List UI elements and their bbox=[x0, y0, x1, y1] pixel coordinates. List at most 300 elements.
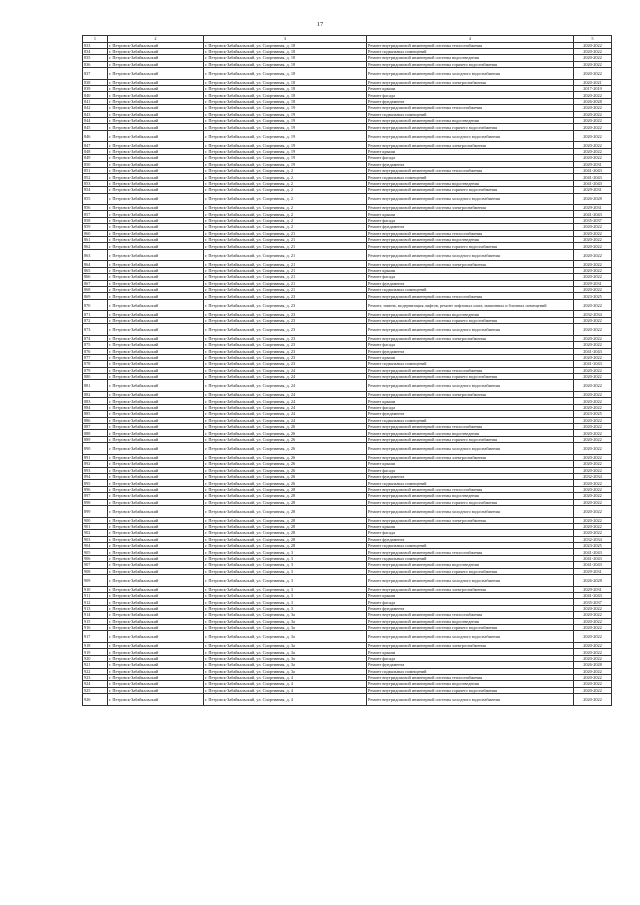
work-type-cell: Ремонт внутридомовой инженерной системы холодного водоснабжения bbox=[367, 130, 574, 142]
row-number: 855 bbox=[83, 193, 108, 205]
work-type-cell: Ремонт внутридомовой инженерной системы горячего водоснабжения bbox=[367, 687, 574, 693]
work-type-cell: Ремонт внутридомовой инженерной системы электроснабжения bbox=[367, 586, 574, 592]
work-type-cell: Ремонт внутридомовой инженерной системы теплоснабжения bbox=[367, 674, 574, 680]
column-header: 3 bbox=[204, 36, 367, 43]
address-cell: г. Петровск-Забайкальский, ул. Спортивная, д. 3 bbox=[204, 575, 367, 587]
address-cell: г. Петровск-Забайкальский, ул. Спортивная, д. 24 bbox=[204, 411, 367, 417]
row-number: 919 bbox=[83, 649, 108, 655]
settlement-cell: г. Петровск-Забайкальский bbox=[108, 549, 204, 555]
address-cell: г. Петровск-Забайкальский, ул. Спортивная, д. 28 bbox=[204, 530, 367, 536]
work-type-cell: Ремонт внутридомовой инженерной системы электроснабжения bbox=[367, 205, 574, 211]
work-type-cell: Ремонт фасада bbox=[367, 274, 574, 280]
period-cell: 2020-2022 bbox=[574, 424, 612, 430]
row-number: 853 bbox=[83, 180, 108, 186]
settlement-cell: г. Петровск-Забайкальский bbox=[108, 454, 204, 460]
address-cell: г. Петровск-Забайкальский, ул. Спортивная, д. 2 bbox=[204, 217, 367, 223]
row-number: 864 bbox=[83, 261, 108, 267]
work-type-cell: Ремонт внутридомовой инженерной системы водоотведения bbox=[367, 681, 574, 687]
address-cell: г. Петровск-Забайкальский, ул. Спортивная, д. 18 bbox=[204, 98, 367, 104]
settlement-cell: г. Петровск-Забайкальский bbox=[108, 555, 204, 561]
work-type-cell: Ремонт крыши bbox=[367, 354, 574, 360]
settlement-cell: г. Петровск-Забайкальский bbox=[108, 293, 204, 299]
address-cell: г. Петровск-Забайкальский, ул. Спортивная, д. 23 bbox=[204, 342, 367, 348]
row-number: 854 bbox=[83, 187, 108, 193]
work-type-cell: Ремонт подвальных помещений bbox=[367, 668, 574, 674]
row-number: 892 bbox=[83, 461, 108, 467]
row-number: 856 bbox=[83, 205, 108, 211]
row-number: 912 bbox=[83, 599, 108, 605]
settlement-cell: г. Петровск-Забайкальский bbox=[108, 217, 204, 223]
table-row bbox=[83, 694, 612, 706]
period-cell: 2041-2043 bbox=[574, 555, 612, 561]
settlement-cell: г. Петровск-Забайкальский bbox=[108, 586, 204, 592]
work-type-cell: Ремонт внутридомовой инженерной системы горячего водоснабжения bbox=[367, 568, 574, 574]
settlement-cell: г. Петровск-Забайкальский bbox=[108, 517, 204, 523]
table-row bbox=[83, 324, 612, 336]
column-header: 1 bbox=[83, 36, 108, 43]
work-type-cell: Ремонт крыши bbox=[367, 398, 574, 404]
work-type-cell: Ремонт внутридомовой инженерной системы теплоснабжения bbox=[367, 612, 574, 618]
row-number: 915 bbox=[83, 618, 108, 624]
row-number: 907 bbox=[83, 562, 108, 568]
work-type-cell: Ремонт внутридомовой инженерной системы теплоснабжения bbox=[367, 367, 574, 373]
address-cell: г. Петровск-Забайкальский, ул. Спортивная, д. 19 bbox=[204, 124, 367, 130]
settlement-cell: г. Петровск-Забайкальский bbox=[108, 411, 204, 417]
settlement-cell: г. Петровск-Забайкальский bbox=[108, 424, 204, 430]
settlement-cell: г. Петровск-Забайкальский bbox=[108, 148, 204, 154]
settlement-cell: г. Петровск-Забайкальский bbox=[108, 261, 204, 267]
address-cell: г. Петровск-Забайкальский, ул. Спортивная, д. 24 bbox=[204, 367, 367, 373]
period-cell: 2020-2022 bbox=[574, 155, 612, 161]
work-type-cell: Ремонт подвальных помещений bbox=[367, 48, 574, 54]
row-number: 840 bbox=[83, 92, 108, 98]
row-number: 846 bbox=[83, 130, 108, 142]
work-type-cell: Ремонт внутридомовой инженерной системы электроснабжения bbox=[367, 517, 574, 523]
work-type-cell: Ремонт фасада bbox=[367, 342, 574, 348]
settlement-cell: г. Петровск-Забайкальский bbox=[108, 631, 204, 643]
work-type-cell: Ремонт внутридомовой инженерной системы водоотведения bbox=[367, 55, 574, 61]
address-cell: г. Петровск-Забайкальский, ул. Спортивная, д. 3а bbox=[204, 642, 367, 648]
row-number: 850 bbox=[83, 161, 108, 167]
address-cell: г. Петровск-Забайкальский, ул. Спортивная, д. 28 bbox=[204, 543, 367, 549]
table-row bbox=[83, 130, 612, 142]
address-cell: г. Петровск-Забайкальский, ул. Спортивная, д. 4 bbox=[204, 687, 367, 693]
period-cell: 2020-2022 bbox=[574, 374, 612, 380]
row-number: 901 bbox=[83, 523, 108, 529]
row-number: 904 bbox=[83, 543, 108, 549]
work-type-cell: Ремонт внутридомовой инженерной системы горячего водоснабжения bbox=[367, 374, 574, 380]
address-cell: г. Петровск-Забайкальский, ул. Спортивная, д. 3 bbox=[204, 568, 367, 574]
address-cell: г. Петровск-Забайкальский, ул. Спортивная, д. 3а bbox=[204, 618, 367, 624]
address-cell: г. Петровск-Забайкальский, ул. Спортивная, д. 23 bbox=[204, 311, 367, 317]
row-number: 845 bbox=[83, 124, 108, 130]
work-type-cell: Ремонт подвальных помещений bbox=[367, 543, 574, 549]
settlement-cell: г. Петровск-Забайкальский bbox=[108, 124, 204, 130]
period-cell: 2020-2022 bbox=[574, 130, 612, 142]
settlement-cell: г. Петровск-Забайкальский bbox=[108, 230, 204, 236]
work-type-cell: Ремонт подвальных помещений bbox=[367, 111, 574, 117]
work-type-cell: Ремонт подвальных помещений bbox=[367, 286, 574, 292]
address-cell: г. Петровск-Забайкальский, ул. Спортивная, д. 23 bbox=[204, 335, 367, 341]
work-type-cell: Ремонт фундамента bbox=[367, 536, 574, 542]
address-cell: г. Петровск-Забайкальский, ул. Спортивная, д. 3 bbox=[204, 549, 367, 555]
work-type-cell: Ремонт подвальных помещений bbox=[367, 174, 574, 180]
settlement-cell: г. Петровск-Забайкальский bbox=[108, 443, 204, 455]
period-cell: 2020-2022 bbox=[574, 224, 612, 230]
row-number: 844 bbox=[83, 118, 108, 124]
address-cell: г. Петровск-Забайкальский, ул. Спортивная, д. 28 bbox=[204, 493, 367, 499]
row-number: 875 bbox=[83, 342, 108, 348]
work-type-cell: Ремонт фундамента bbox=[367, 224, 574, 230]
settlement-cell: г. Петровск-Забайкальский bbox=[108, 662, 204, 668]
row-number: 859 bbox=[83, 224, 108, 230]
period-cell: 2020-2022 bbox=[574, 624, 612, 630]
row-number: 860 bbox=[83, 230, 108, 236]
row-number: 917 bbox=[83, 631, 108, 643]
work-type-cell: Ремонт фасада bbox=[367, 467, 574, 473]
row-number: 866 bbox=[83, 274, 108, 280]
settlement-cell: г. Петровск-Забайкальский bbox=[108, 417, 204, 423]
row-number: 836 bbox=[83, 61, 108, 67]
address-cell: г. Петровск-Забайкальский, ул. Спортивная, д. 18 bbox=[204, 86, 367, 92]
work-type-cell: Ремонт фундамента bbox=[367, 411, 574, 417]
period-cell: 2020-2022 bbox=[574, 48, 612, 54]
address-cell: г. Петровск-Забайкальский, ул. Спортивная, д. 23 bbox=[204, 324, 367, 336]
work-type-cell: Ремонт внутридомовой инженерной системы холодного водоснабжения bbox=[367, 324, 574, 336]
settlement-cell: г. Петровск-Забайкальский bbox=[108, 324, 204, 336]
address-cell: г. Петровск-Забайкальский, ул. Спортивная, д. 3 bbox=[204, 586, 367, 592]
settlement-cell: г. Петровск-Забайкальский bbox=[108, 392, 204, 398]
period-cell: 2020-2022 bbox=[574, 261, 612, 267]
table-row bbox=[83, 505, 612, 517]
settlement-cell: г. Петровск-Забайкальский bbox=[108, 105, 204, 111]
address-cell: г. Петровск-Забайкальский, ул. Спортивная, д. 21 bbox=[204, 286, 367, 292]
row-number: 883 bbox=[83, 398, 108, 404]
settlement-cell: г. Петровск-Забайкальский bbox=[108, 374, 204, 380]
address-cell: г. Петровск-Забайкальский, ул. Спортивная, д. 3а bbox=[204, 631, 367, 643]
work-type-cell: Ремонт внутридомовой инженерной системы теплоснабжения bbox=[367, 424, 574, 430]
period-cell: 2020-2022 bbox=[574, 124, 612, 130]
row-number: 884 bbox=[83, 404, 108, 410]
row-number: 881 bbox=[83, 380, 108, 392]
settlement-cell: г. Петровск-Забайкальский bbox=[108, 335, 204, 341]
period-cell: 2035-2037 bbox=[574, 217, 612, 223]
settlement-cell: г. Петровск-Забайкальский bbox=[108, 79, 204, 85]
row-number: 899 bbox=[83, 505, 108, 517]
address-cell: г. Петровск-Забайкальский, ул. Спортивная, д. 24 bbox=[204, 380, 367, 392]
address-cell: г. Петровск-Забайкальский, ул. Спортивная, д. 23 bbox=[204, 361, 367, 367]
work-type-cell: Ремонт крыши bbox=[367, 148, 574, 154]
column-header: 4 bbox=[367, 36, 574, 43]
row-number: 906 bbox=[83, 555, 108, 561]
work-type-cell: Ремонт крыши bbox=[367, 461, 574, 467]
period-cell: 2020-2022 bbox=[574, 105, 612, 111]
work-type-cell: Ремонт внутридомовой инженерной системы теплоснабжения bbox=[367, 549, 574, 555]
address-cell: г. Петровск-Забайкальский, ул. Спортивная, д. 4 bbox=[204, 674, 367, 680]
row-number: 880 bbox=[83, 374, 108, 380]
table-row bbox=[83, 193, 612, 205]
address-cell: г. Петровск-Забайкальский, ул. Спортивная, д. 3 bbox=[204, 599, 367, 605]
address-cell: г. Петровск-Забайкальский, ул. Спортивная, д. 24 bbox=[204, 404, 367, 410]
period-cell: 2020-2022 bbox=[574, 461, 612, 467]
row-number: 923 bbox=[83, 674, 108, 680]
period-cell: 2020-2022 bbox=[574, 286, 612, 292]
address-cell: г. Петровск-Забайкальский, ул. Спортивная, д. 3 bbox=[204, 562, 367, 568]
row-number: 862 bbox=[83, 243, 108, 249]
address-cell: г. Петровск-Забайкальский, ул. Спортивная, д. 24 bbox=[204, 392, 367, 398]
period-cell: 2020-2022 bbox=[574, 618, 612, 624]
settlement-cell: г. Петровск-Забайкальский bbox=[108, 286, 204, 292]
row-number: 921 bbox=[83, 662, 108, 668]
period-cell: 2020-2022 bbox=[574, 612, 612, 618]
address-cell: г. Петровск-Забайкальский, ул. Спортивная, д. 23 bbox=[204, 354, 367, 360]
period-cell: 2020-2022 bbox=[574, 398, 612, 404]
table-row bbox=[83, 631, 612, 643]
work-type-cell: Ремонт внутридомовой инженерной системы водоотведения bbox=[367, 493, 574, 499]
row-number: 913 bbox=[83, 605, 108, 611]
work-type-cell: Ремонт подвальных помещений bbox=[367, 417, 574, 423]
settlement-cell: г. Петровск-Забайкальский bbox=[108, 92, 204, 98]
settlement-cell: г. Петровск-Забайкальский bbox=[108, 404, 204, 410]
work-type-cell: Ремонт крыши bbox=[367, 523, 574, 529]
work-type-cell: Ремонт крыши bbox=[367, 86, 574, 92]
row-number: 886 bbox=[83, 417, 108, 423]
period-cell: 2029-2031 bbox=[574, 280, 612, 286]
work-type-cell: Ремонт внутридомовой инженерной системы теплоснабжения bbox=[367, 486, 574, 492]
row-number: 874 bbox=[83, 335, 108, 341]
period-cell: 2020-2022 bbox=[574, 605, 612, 611]
work-type-cell: Ремонт фундамента bbox=[367, 473, 574, 479]
address-cell: г. Петровск-Забайкальский, ул. Спортивная, д. 23 bbox=[204, 348, 367, 354]
address-cell: г. Петровск-Забайкальский, ул. Спортивная, д. 21 bbox=[204, 249, 367, 261]
settlement-cell: г. Петровск-Забайкальский bbox=[108, 473, 204, 479]
address-cell: г. Петровск-Забайкальский, ул. Спортивная, д. 19 bbox=[204, 155, 367, 161]
address-cell: г. Петровск-Забайкальский, ул. Спортивная, д. 28 bbox=[204, 486, 367, 492]
address-cell: г. Петровск-Забайкальский, ул. Спортивная, д. 24 bbox=[204, 417, 367, 423]
work-type-cell: Ремонт внутридомовой инженерной системы холодного водоснабжения bbox=[367, 631, 574, 643]
period-cell: 2020-2022 bbox=[574, 55, 612, 61]
period-cell: 2020-2022 bbox=[574, 443, 612, 455]
period-cell: 2020-2022 bbox=[574, 392, 612, 398]
settlement-cell: г. Петровск-Забайкальский bbox=[108, 55, 204, 61]
settlement-cell: г. Петровск-Забайкальский bbox=[108, 299, 204, 311]
row-number: 841 bbox=[83, 98, 108, 104]
settlement-cell: г. Петровск-Забайкальский bbox=[108, 98, 204, 104]
row-number: 863 bbox=[83, 249, 108, 261]
work-type-cell: Ремонт внутридомовой инженерной системы электроснабжения bbox=[367, 142, 574, 148]
period-cell: 2020-2022 bbox=[574, 230, 612, 236]
row-number: 878 bbox=[83, 361, 108, 367]
period-cell: 2032-2034 bbox=[574, 311, 612, 317]
period-cell: 2041-2043 bbox=[574, 549, 612, 555]
row-number: 876 bbox=[83, 348, 108, 354]
row-number: 848 bbox=[83, 148, 108, 154]
work-type-cell: Ремонт фасада bbox=[367, 655, 574, 661]
address-cell: г. Петровск-Забайкальский, ул. Спортивная, д. 19 bbox=[204, 148, 367, 154]
settlement-cell: г. Петровск-Забайкальский bbox=[108, 436, 204, 442]
period-cell: 2041-2043 bbox=[574, 562, 612, 568]
settlement-cell: г. Петровск-Забайкальский bbox=[108, 155, 204, 161]
table-row bbox=[83, 443, 612, 455]
row-number: 833 bbox=[83, 42, 108, 48]
address-cell: г. Петровск-Забайкальский, ул. Спортивная, д. 18 bbox=[204, 61, 367, 67]
work-type-cell: Ремонт внутридомовой инженерной системы электроснабжения bbox=[367, 335, 574, 341]
address-cell: г. Петровск-Забайкальский, ул. Спортивная, д. 2 bbox=[204, 224, 367, 230]
period-cell: 2020-2022 bbox=[574, 61, 612, 67]
settlement-cell: г. Петровск-Забайкальский bbox=[108, 243, 204, 249]
settlement-cell: г. Петровск-Забайкальский bbox=[108, 694, 204, 706]
period-cell: 2020-2022 bbox=[574, 454, 612, 460]
row-number: 897 bbox=[83, 493, 108, 499]
period-cell: 2020-2022 bbox=[574, 249, 612, 261]
work-type-cell: Ремонт внутридомовой инженерной системы горячего водоснабжения bbox=[367, 436, 574, 442]
page-number: 17 bbox=[316, 21, 324, 28]
work-type-cell: Ремонт фасада bbox=[367, 155, 574, 161]
address-cell: г. Петровск-Забайкальский, ул. Спортивная, д. 26 bbox=[204, 424, 367, 430]
settlement-cell: г. Петровск-Забайкальский bbox=[108, 461, 204, 467]
settlement-cell: г. Петровск-Забайкальский bbox=[108, 480, 204, 486]
period-cell: 2041-2043 bbox=[574, 167, 612, 173]
period-cell: 2020-2022 bbox=[574, 642, 612, 648]
period-cell: 2020-2022 bbox=[574, 505, 612, 517]
row-number: 865 bbox=[83, 267, 108, 273]
work-type-cell: Ремонт внутридомовой инженерной системы холодного водоснабжения bbox=[367, 505, 574, 517]
row-number: 867 bbox=[83, 280, 108, 286]
period-cell: 2041-2043 bbox=[574, 348, 612, 354]
work-type-cell: Ремонт внутридомовой инженерной системы холодного водоснабжения bbox=[367, 249, 574, 261]
period-cell: 2041-2043 bbox=[574, 180, 612, 186]
settlement-cell: г. Петровск-Забайкальский bbox=[108, 562, 204, 568]
row-number: 879 bbox=[83, 367, 108, 373]
period-cell: 2020-2022 bbox=[574, 92, 612, 98]
row-number: 905 bbox=[83, 549, 108, 555]
row-number: 871 bbox=[83, 311, 108, 317]
work-type-cell: Ремонт внутридомовой инженерной системы теплоснабжения bbox=[367, 167, 574, 173]
settlement-cell: г. Петровск-Забайкальский bbox=[108, 380, 204, 392]
row-number: 858 bbox=[83, 217, 108, 223]
settlement-cell: г. Петровск-Забайкальский bbox=[108, 48, 204, 54]
period-cell: 2020-2022 bbox=[574, 342, 612, 348]
address-cell: г. Петровск-Забайкальский, ул. Спортивная, д. 28 bbox=[204, 505, 367, 517]
row-number: 885 bbox=[83, 411, 108, 417]
settlement-cell: г. Петровск-Забайкальский bbox=[108, 687, 204, 693]
column-header: 5 bbox=[574, 36, 612, 43]
settlement-cell: г. Петровск-Забайкальский bbox=[108, 142, 204, 148]
period-cell: 2020-2022 bbox=[574, 335, 612, 341]
row-number: 851 bbox=[83, 167, 108, 173]
period-cell: 2032-2034 bbox=[574, 536, 612, 542]
period-cell: 2017-2019 bbox=[574, 86, 612, 92]
row-number: 835 bbox=[83, 55, 108, 61]
settlement-cell: г. Петровск-Забайкальский bbox=[108, 167, 204, 173]
work-type-cell: Ремонт, замена, модернизация лифтов, ремонт лифтовых шахт, машинных и блочных помещений bbox=[367, 299, 574, 311]
settlement-cell: г. Петровск-Забайкальский bbox=[108, 68, 204, 80]
row-number: 920 bbox=[83, 655, 108, 661]
period-cell: 2032-2034 bbox=[574, 473, 612, 479]
row-number: 889 bbox=[83, 436, 108, 442]
period-cell: 2029-2031 bbox=[574, 187, 612, 193]
address-cell: г. Петровск-Забайкальский, ул. Спортивная, д. 4 bbox=[204, 681, 367, 687]
address-cell: г. Петровск-Забайкальский, ул. Спортивная, д. 26 bbox=[204, 454, 367, 460]
settlement-cell: г. Петровск-Забайкальский bbox=[108, 118, 204, 124]
period-cell: 2029-2031 bbox=[574, 161, 612, 167]
settlement-cell: г. Петровск-Забайкальский bbox=[108, 681, 204, 687]
address-cell: г. Петровск-Забайкальский, ул. Спортивная, д. 2 bbox=[204, 180, 367, 186]
settlement-cell: г. Петровск-Забайкальский bbox=[108, 317, 204, 323]
work-type-cell: Ремонт внутридомовой инженерной системы горячего водоснабжения bbox=[367, 499, 574, 505]
settlement-cell: г. Петровск-Забайкальский bbox=[108, 655, 204, 661]
address-cell: г. Петровск-Забайкальский, ул. Спортивная, д. 19 bbox=[204, 111, 367, 117]
row-number: 843 bbox=[83, 111, 108, 117]
work-type-cell: Ремонт фундамента bbox=[367, 348, 574, 354]
settlement-cell: г. Петровск-Забайкальский bbox=[108, 493, 204, 499]
work-type-cell: Ремонт фасада bbox=[367, 404, 574, 410]
row-number: 903 bbox=[83, 536, 108, 542]
period-cell: 2020-2022 bbox=[574, 417, 612, 423]
address-cell: г. Петровск-Забайкальский, ул. Спортивная, д. 28 bbox=[204, 536, 367, 542]
settlement-cell: г. Петровск-Забайкальский bbox=[108, 467, 204, 473]
address-cell: г. Петровск-Забайкальский, ул. Спортивная, д. 3а bbox=[204, 655, 367, 661]
work-type-cell: Ремонт внутридомовой инженерной системы холодного водоснабжения bbox=[367, 380, 574, 392]
address-cell: г. Петровск-Забайкальский, ул. Спортивная, д. 18 bbox=[204, 55, 367, 61]
period-cell: 2020-2022 bbox=[574, 668, 612, 674]
settlement-cell: г. Петровск-Забайкальский bbox=[108, 187, 204, 193]
work-type-cell: Ремонт внутридомовой инженерной системы теплоснабжения bbox=[367, 105, 574, 111]
address-cell: г. Петровск-Забайкальский, ул. Спортивная, д. 18 bbox=[204, 68, 367, 80]
work-type-cell: Ремонт внутридомовой инженерной системы электроснабжения bbox=[367, 79, 574, 85]
address-cell: г. Петровск-Забайкальский, ул. Спортивная, д. 4 bbox=[204, 694, 367, 706]
period-cell: 2020-2022 bbox=[574, 42, 612, 48]
address-cell: г. Петровск-Забайкальский, ул. Спортивная, д. 2 bbox=[204, 205, 367, 211]
work-type-cell: Ремонт внутридомовой инженерной системы горячего водоснабжения bbox=[367, 624, 574, 630]
work-type-cell: Ремонт фундамента bbox=[367, 161, 574, 167]
address-cell: г. Петровск-Забайкальский, ул. Спортивная, д. 21 bbox=[204, 261, 367, 267]
work-type-cell: Ремонт внутридомовой инженерной системы водоотведения bbox=[367, 237, 574, 243]
address-cell: г. Петровск-Забайкальский, ул. Спортивная, д. 2 bbox=[204, 167, 367, 173]
work-type-cell: Ремонт фундамента bbox=[367, 605, 574, 611]
period-cell: 2041-2043 bbox=[574, 361, 612, 367]
row-number: 849 bbox=[83, 155, 108, 161]
settlement-cell: г. Петровск-Забайкальский bbox=[108, 624, 204, 630]
row-number: 869 bbox=[83, 293, 108, 299]
period-cell: 2020-2022 bbox=[574, 299, 612, 311]
period-cell: 2020-2022 bbox=[574, 486, 612, 492]
period-cell: 2020-2022 bbox=[574, 111, 612, 117]
period-cell: 2020-2022 bbox=[574, 354, 612, 360]
settlement-cell: г. Петровск-Забайкальский bbox=[108, 111, 204, 117]
row-number: 896 bbox=[83, 486, 108, 492]
settlement-cell: г. Петровск-Забайкальский bbox=[108, 593, 204, 599]
row-number: 861 bbox=[83, 237, 108, 243]
period-cell: 2020-2022 bbox=[574, 317, 612, 323]
period-cell: 2026-2028 bbox=[574, 98, 612, 104]
row-number: 839 bbox=[83, 86, 108, 92]
address-cell: г. Петровск-Забайкальский, ул. Спортивная, д. 3а bbox=[204, 649, 367, 655]
work-type-cell: Ремонт внутридомовой инженерной системы водоотведения bbox=[367, 311, 574, 317]
period-cell: 2026-2028 bbox=[574, 662, 612, 668]
period-cell: 2020-2022 bbox=[574, 404, 612, 410]
work-type-cell: Ремонт крыши bbox=[367, 211, 574, 217]
work-type-cell: Ремонт фасада bbox=[367, 530, 574, 536]
row-number: 891 bbox=[83, 454, 108, 460]
table-row bbox=[83, 575, 612, 587]
row-number: 882 bbox=[83, 392, 108, 398]
row-number: 887 bbox=[83, 424, 108, 430]
period-cell: 2023-2025 bbox=[574, 411, 612, 417]
settlement-cell: г. Петровск-Забайкальский bbox=[108, 280, 204, 286]
row-number: 890 bbox=[83, 443, 108, 455]
period-cell: 2020-2022 bbox=[574, 467, 612, 473]
